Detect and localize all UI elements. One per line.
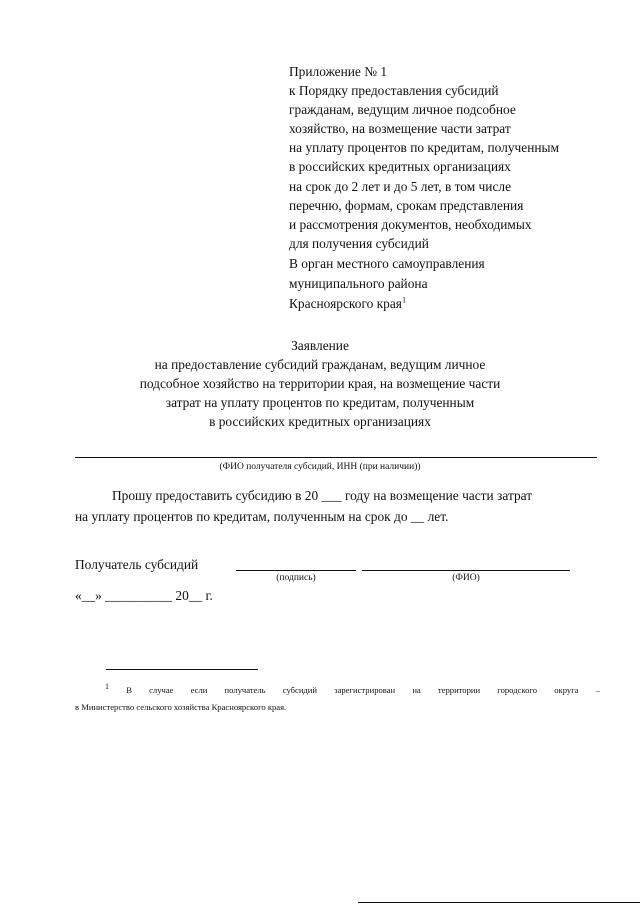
footnote-text: В случае если получатель субсидий зарегистрирован на территории городского округа – — [126, 685, 601, 695]
applicant-caption: (ФИО получателя субсидий, ИНН (при наличии)) — [219, 462, 421, 472]
date-line[interactable]: «__» __________ 20__ г. — [75, 588, 213, 603]
annex-line: на уплату процентов по кредитам, полученным — [289, 140, 560, 156]
annex-line: на срок до 2 лет и до 5 лет, в том числе — [289, 178, 512, 194]
recipient-label: Получатель субсидий — [75, 557, 199, 572]
annex-line: для получения субсидий — [289, 235, 429, 251]
footnote-separator — [106, 669, 258, 670]
signature-line[interactable] — [236, 570, 356, 571]
annex-header — [289, 62, 619, 253]
annex-line: перечню, формам, срокам представления — [289, 197, 524, 213]
footnote-reference: 1 — [401, 295, 406, 305]
page-bottom-edge — [358, 902, 640, 903]
statement-subtitle-line: подсобное хозяйство на территории края, на возмещение части — [139, 376, 501, 391]
recipient-name-caption: (ФИО) — [452, 573, 480, 583]
footnote — [75, 682, 600, 716]
annex-line: и рассмотрения документов, необходимых — [289, 216, 532, 232]
statement-subtitle-line: на предоставление субсидий гражданам, ведущим личное — [154, 357, 486, 372]
footnote-line: в Министерство сельского хозяйства Красноярского края. — [75, 702, 287, 712]
statement-subtitle-line: в российских кредитных организациях — [209, 414, 431, 429]
request-line: на уплату процентов по кредитам, полученным на срок до __ лет. — [75, 509, 449, 524]
annex-line: Приложение № 1 — [289, 64, 388, 79]
statement-title: Заявление — [291, 338, 349, 353]
annex-line: хозяйство, на возмещение части затрат — [289, 121, 511, 137]
statement-subtitle-line: затрат на уплату процентов по кредитам, полученным — [165, 395, 475, 410]
addressee-line: В орган местного самоуправления — [289, 256, 485, 271]
request-line: Прошу предоставить субсидию в 20 ___ году на возмещение части затрат — [112, 488, 533, 503]
signature-caption: (подпись) — [276, 573, 316, 583]
addressee-line: муниципального района — [289, 276, 428, 291]
annex-line: к Порядку предоставления субсидий — [289, 83, 499, 99]
applicant-name-line[interactable] — [75, 457, 597, 458]
addressee-line-text: Красноярского края — [289, 296, 402, 311]
footnote-mark: 1 — [105, 682, 109, 692]
statement-title-block — [60, 336, 580, 431]
addressee-line — [289, 294, 619, 314]
request-paragraph — [75, 485, 605, 527]
addressee-block — [289, 254, 619, 314]
footnote-line — [75, 682, 600, 699]
recipient-name-line[interactable] — [362, 570, 570, 571]
annex-line: в российских кредитных организациях — [289, 159, 511, 175]
annex-line: гражданам, ведущим личное подсобное — [289, 102, 516, 118]
